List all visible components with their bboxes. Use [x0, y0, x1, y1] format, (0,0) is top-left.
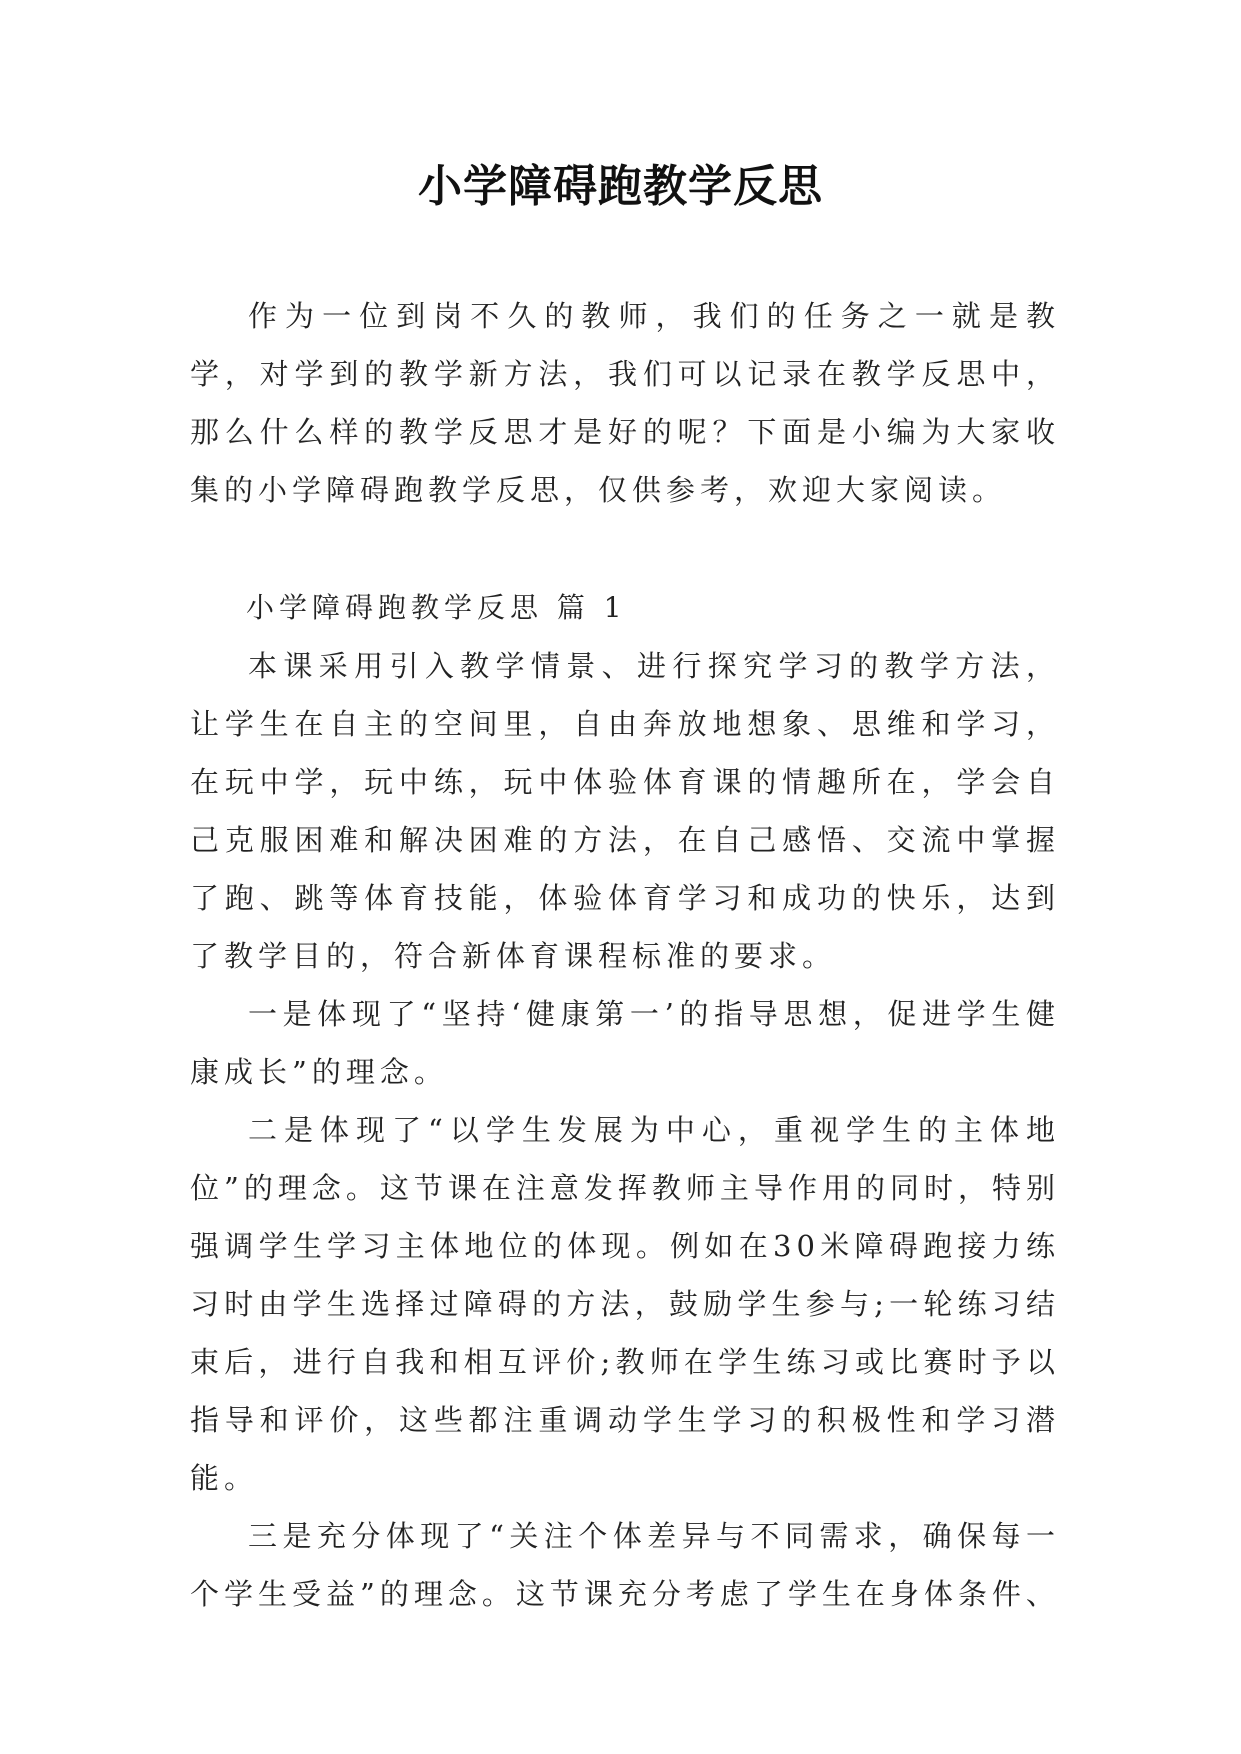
document-title: 小学障碍跑教学反思: [418, 161, 823, 212]
intro-paragraph: 作为一位到岗不久的教师，我们的任务之一就是教学，对学到的教学新方法，我们可以记录在教学反思中，那么什么样的教学反思才是好的呢？下面是小编为大家收集的小学障碍跑教学反思，仅供参考，欢迎大家阅读。: [190, 299, 1060, 507]
body-paragraph-2: 一是体现了“坚持‘健康第一’的指导思想，促进学生健康成长”的理念。: [190, 997, 1060, 1089]
document-body: [190, 287, 1060, 1623]
body-paragraph-4: 三是充分体现了“关注个体差异与不同需求，确保每一个学生受益”的理念。这节课充分考虑了学生在身体条件、: [190, 1519, 1060, 1611]
body-paragraph-1: 本课采用引入教学情景、进行探究学习的教学方法，让学生在自主的空间里，自由奔放地想象、思维和学习，在玩中学，玩中练，玩中体验体育课的情趣所在，学会自己克服困难和解决困难的方法，在自己感悟、交流中掌握了跑、跳等体育技能，体验体育学习和成功的快乐，达到了教学目的，符合新体育课程标准的要求。: [190, 649, 1060, 973]
body-paragraph-3: 二是体现了“以学生发展为中心，重视学生的主体地位”的理念。这节课在注意发挥教师主导作用的同时，特别强调学生学习主体地位的体现。例如在30米障碍跑接力练习时由学生选择过障碍的方法，鼓励学生参与;一轮练习结束后，进行自我和相互评价;教师在学生练习或比赛时予以指导和评价，这些都注重调动学生学习的积极性和学习潜能。: [190, 1113, 1060, 1495]
section-heading: 小学障碍跑教学反思 篇 1: [246, 591, 627, 624]
